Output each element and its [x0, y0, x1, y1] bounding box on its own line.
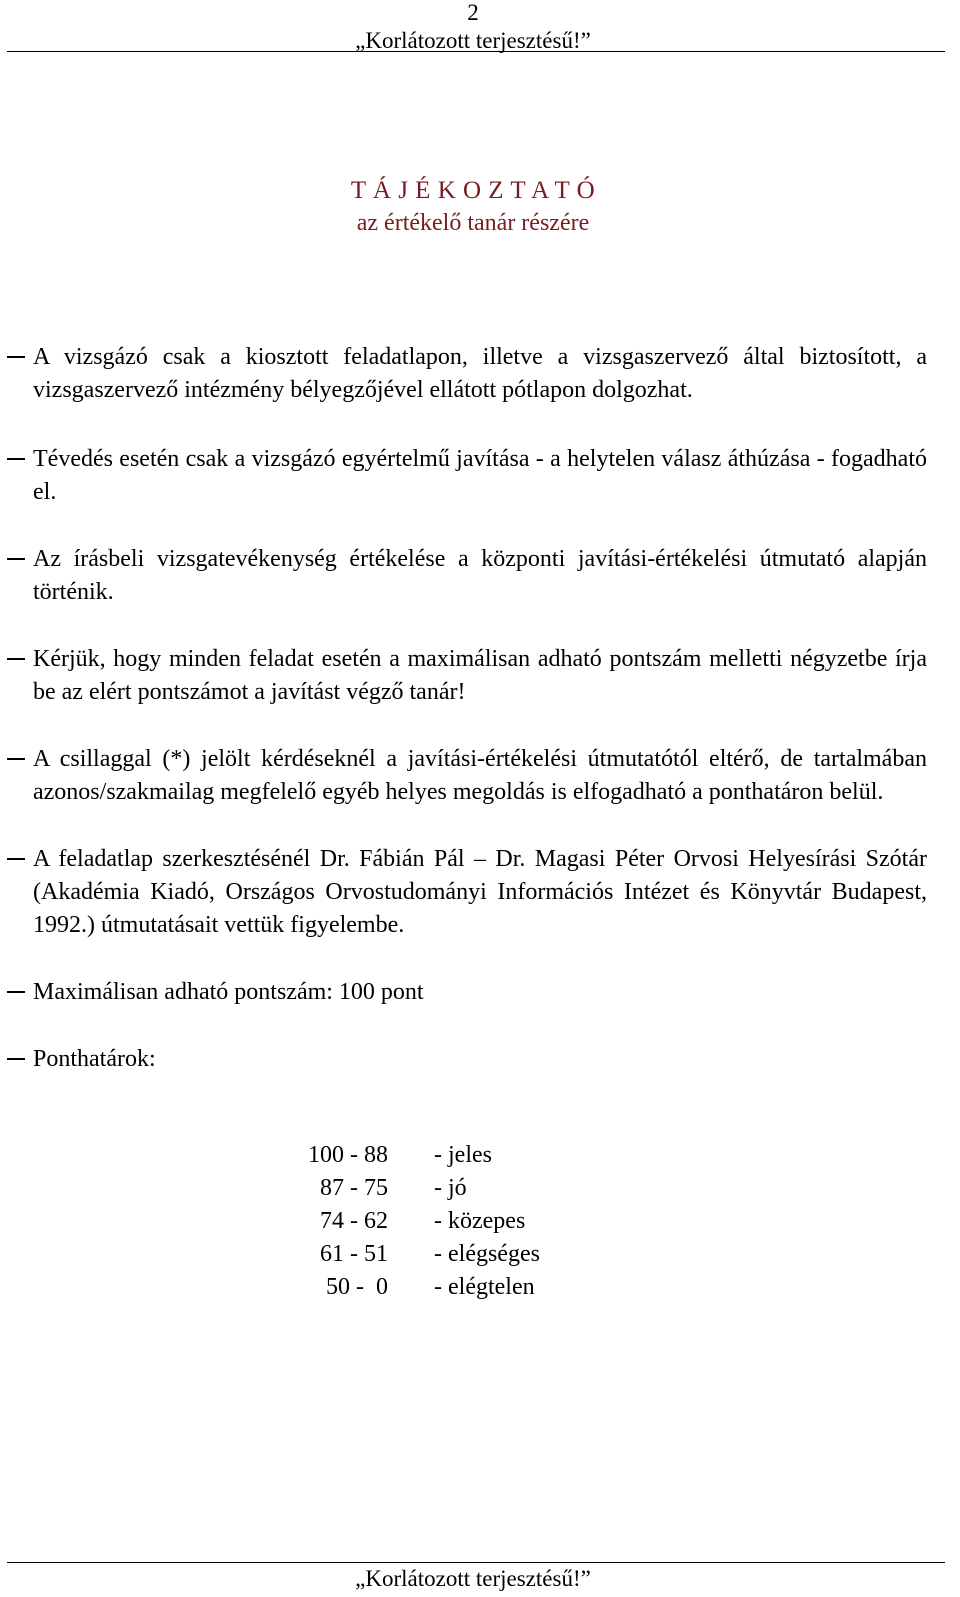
instruction-text: A vizsgázó csak a kiosztott feladatlapon, illetve a vizsgaszervező által biztosított, a vizsgaszervező intézmény bélyegzőjével ellátott pótlapon dolgozhat. — [33, 344, 927, 403]
grade-label: - jó — [434, 1175, 467, 1201]
grade-label: - jeles — [434, 1142, 492, 1168]
dash-bullet-icon — [7, 1058, 25, 1060]
instruction-text: Az írásbeli vizsgatevékenység értékelése a központi javítási-értékelési útmutató alapján történik. — [33, 546, 927, 605]
dash-bullet-icon — [7, 991, 25, 993]
instruction-item — [33, 976, 927, 1009]
instruction-item — [33, 1043, 927, 1076]
dash-bullet-icon — [7, 558, 25, 560]
grade-range: 87 - 75 — [320, 1175, 388, 1201]
grade-range: 61 - 51 — [320, 1241, 388, 1267]
instruction-text: Tévedés esetén csak a vizsgázó egyértelmű javítása - a helytelen válasz áthúzása - fogadható el. — [33, 446, 927, 505]
instruction-list — [33, 341, 927, 1076]
dash-bullet-icon — [7, 658, 25, 660]
page-number: 2 — [467, 0, 479, 25]
instruction-text: Kérjük, hogy minden feladat esetén a maximálisan adható pontszám melletti négyzetbe írja be az elért pontszámot a javítást végző tanár! — [33, 646, 927, 705]
instruction-text: A csillaggal (*) jelölt kérdéseknél a javítási-értékelési útmutatótól eltérő, de tartalmában azonos/szakmailag megfelelő egyéb helyes megoldás is elfogadható a ponthatáron belül. — [33, 746, 927, 805]
instruction-item — [33, 341, 927, 407]
grade-label: - közepes — [434, 1208, 526, 1234]
instruction-text: Maximálisan adható pontszám: 100 pont — [33, 979, 424, 1005]
dash-bullet-icon — [7, 858, 25, 860]
grade-label: - elégséges — [434, 1241, 540, 1267]
grade-range: 100 - 88 — [308, 1142, 388, 1168]
instruction-item — [33, 843, 927, 942]
grade-label: - elégtelen — [434, 1274, 535, 1300]
header-label: „Korlátozott terjesztésű!” — [355, 28, 591, 53]
instruction-text: Ponthatárok: — [33, 1046, 156, 1072]
instruction-item — [33, 743, 927, 809]
grade-range: 74 - 62 — [320, 1208, 388, 1234]
grade-range: 50 - 0 — [326, 1274, 388, 1300]
instruction-text: A feladatlap szerkesztésénél Dr. Fábián Pál – Dr. Magasi Péter Orvosi Helyesírási Szótár (Akadémia Kiadó, Országos Orvostudományi Információs Intézet és Könyvtár Budapest, 1992.) útmutatásait vettük figyelembe. — [33, 846, 927, 938]
dash-bullet-icon — [7, 356, 25, 358]
instruction-item — [33, 443, 927, 509]
dash-bullet-icon — [7, 458, 25, 460]
dash-bullet-icon — [7, 758, 25, 760]
footer-label: „Korlátozott terjesztésű!” — [355, 1566, 591, 1591]
document-title: T Á J É K O Z T A T Ó — [350, 177, 596, 204]
header-rule — [7, 51, 945, 52]
instruction-item — [33, 643, 927, 709]
instruction-item — [33, 543, 927, 609]
document-subtitle: az értékelő tanár részére — [356, 210, 590, 236]
footer-rule — [7, 1562, 945, 1563]
